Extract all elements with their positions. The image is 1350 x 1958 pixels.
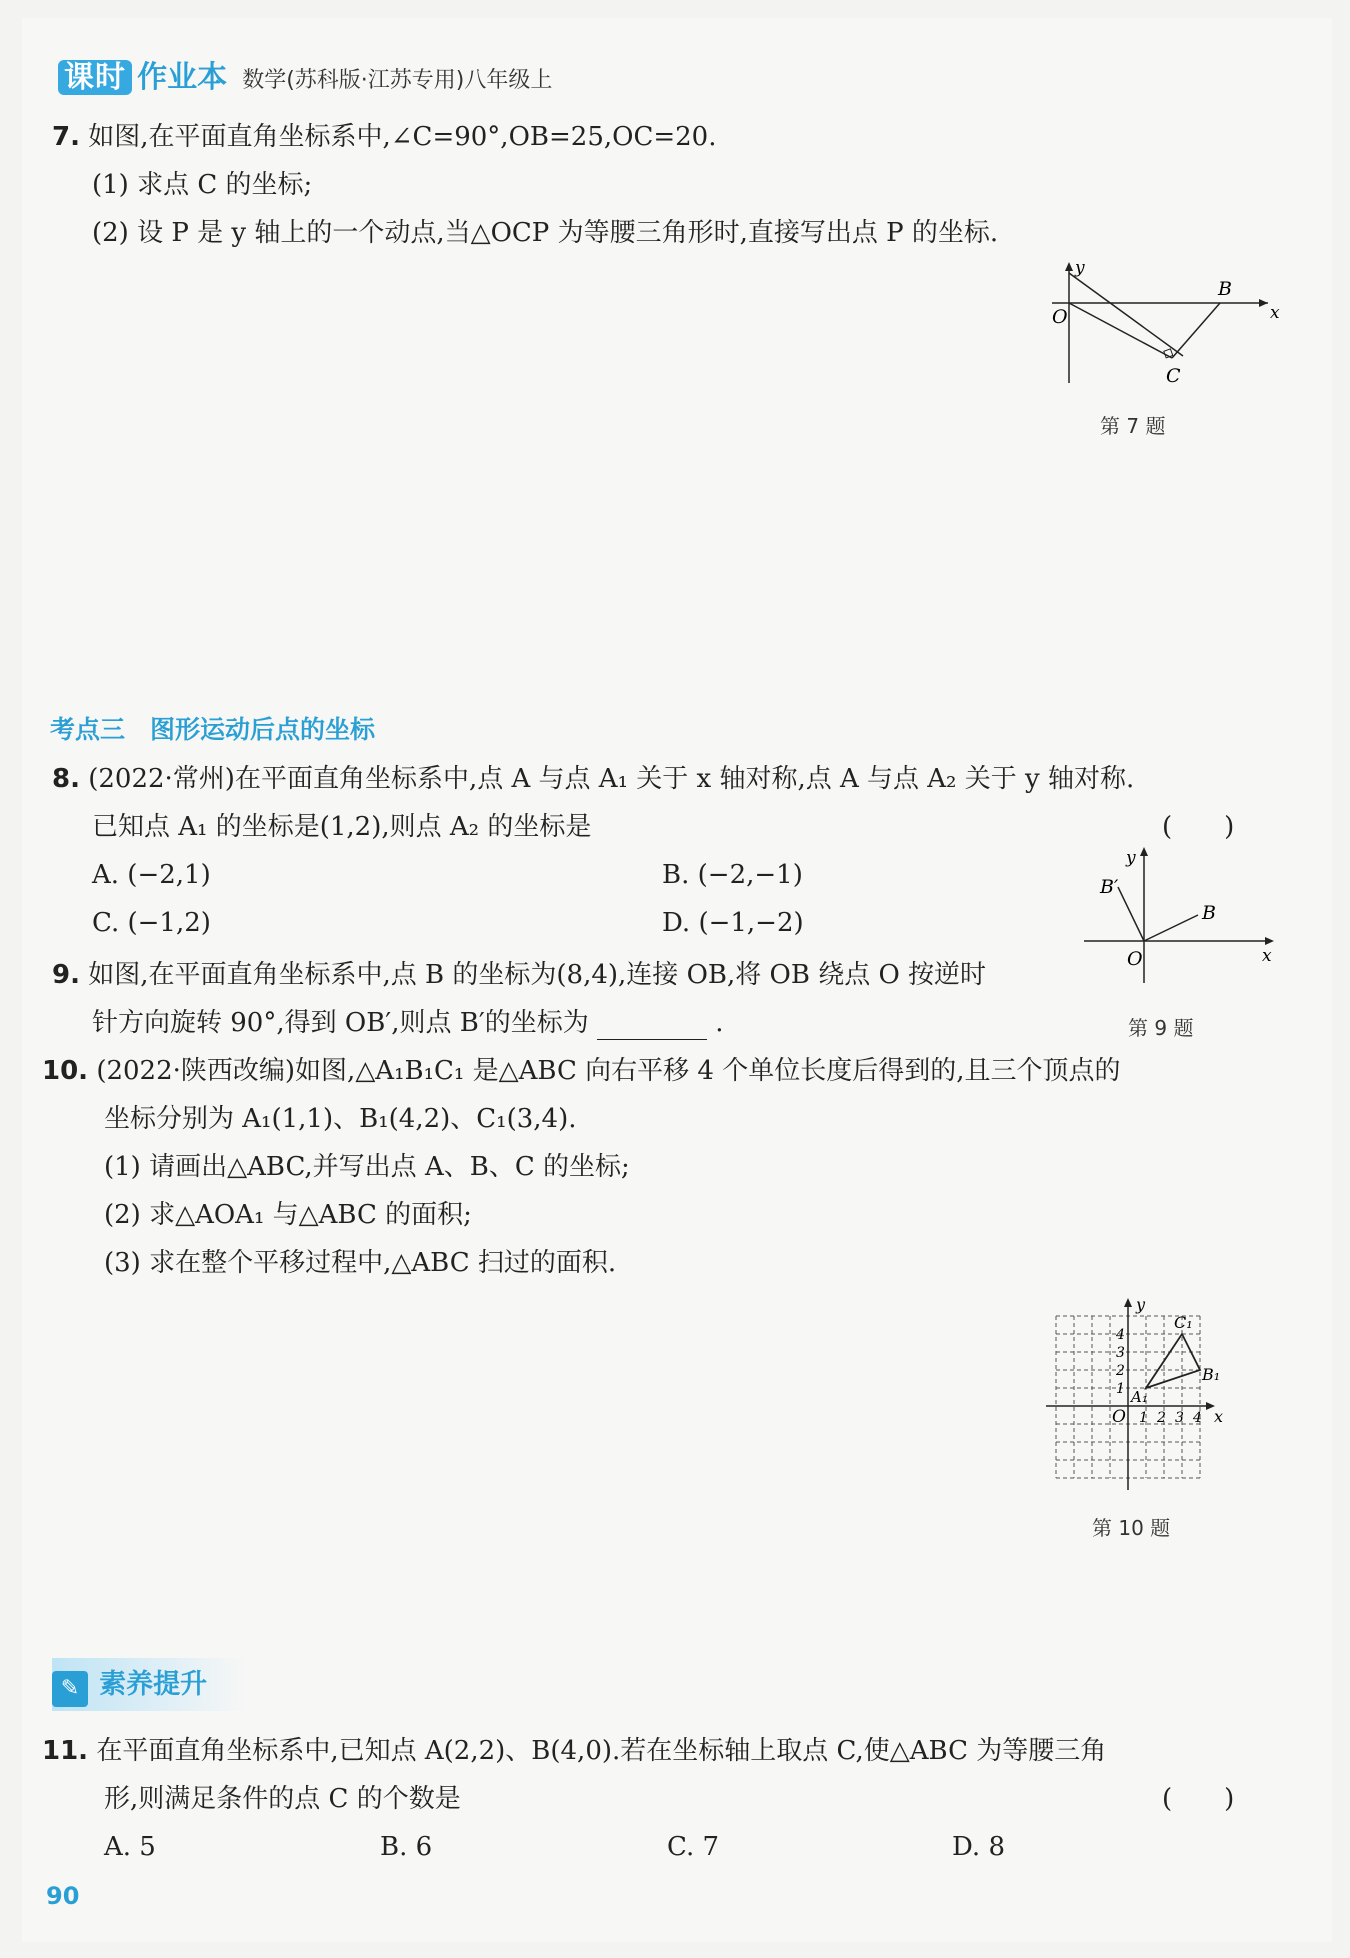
q10-part2: (2) 求△AOA₁ 与△ABC 的面积; bbox=[104, 1200, 472, 1230]
q9-label-y: y bbox=[1126, 848, 1136, 868]
q8-answer-paren: ( ) bbox=[1162, 812, 1235, 842]
q9-text2: 针方向旋转 90°,得到 OB′,则点 B′的坐标为 bbox=[92, 1008, 589, 1038]
q9-label-O: O bbox=[1127, 948, 1143, 970]
q8-option-a[interactable]: A. (−2,1) bbox=[92, 860, 211, 890]
q10-label-C1: C₁ bbox=[1174, 1313, 1193, 1332]
q10-ytick-4: 4 bbox=[1116, 1327, 1125, 1343]
page-number: 90 bbox=[46, 1882, 80, 1910]
q7-stem: 如图,在平面直角坐标系中,∠C=90°,OB=25,OC=20. bbox=[88, 122, 717, 152]
q11-text1: 在平面直角坐标系中,已知点 A(2,2)、B(4,0).若在坐标轴上取点 C,使△ABC 为等腰三角 bbox=[96, 1736, 1107, 1766]
q11-option-d[interactable]: D. 8 bbox=[952, 1832, 1005, 1862]
q7-stem-line bbox=[52, 120, 716, 154]
q10-line2: 坐标分别为 A₁(1,1)、B₁(4,2)、C₁(3,4). bbox=[104, 1104, 577, 1134]
q11-line1 bbox=[42, 1734, 1106, 1768]
q10-part1: (1) 请画出△ABC,并写出点 A、B、C 的坐标; bbox=[104, 1152, 630, 1182]
q8-option-c[interactable]: C. (−1,2) bbox=[92, 908, 211, 938]
q11-answer-paren: ( ) bbox=[1162, 1784, 1235, 1814]
page bbox=[22, 18, 1332, 1942]
q7-label-x: x bbox=[1270, 303, 1280, 323]
q9-line2 bbox=[92, 1006, 724, 1040]
q9-line1 bbox=[52, 958, 986, 992]
q9-text1: 如图,在平面直角坐标系中,点 B 的坐标为(8,4),连接 OB,将 OB 绕点 O 按逆时 bbox=[88, 960, 987, 990]
q9-label-x: x bbox=[1262, 946, 1272, 966]
q9-label-B: B bbox=[1202, 902, 1216, 924]
q10-figure bbox=[1032, 1280, 1272, 1510]
q10-ytick-2: 2 bbox=[1116, 1363, 1125, 1379]
q10-xtick-4: 4 bbox=[1193, 1410, 1202, 1426]
q9-answer-blank[interactable] bbox=[597, 1015, 707, 1040]
q10-part3: (3) 求在整个平移过程中,△ABC 扫过的面积. bbox=[104, 1248, 617, 1278]
q7-part2: (2) 设 P 是 y 轴上的一个动点,当△OCP 为等腰三角形时,直接写出点 P 的坐标. bbox=[92, 218, 999, 248]
q7-label-C: C bbox=[1166, 365, 1181, 387]
q10-text1: (2022·陕西改编)如图,△A₁B₁C₁ 是△ABC 向右平移 4 个单位长度后得到的,且三个顶点的 bbox=[96, 1056, 1121, 1086]
q11-option-a[interactable]: A. 5 bbox=[104, 1832, 156, 1862]
q10-label-x: x bbox=[1214, 1407, 1224, 1426]
q11-line2: 形,则满足条件的点 C 的个数是 bbox=[104, 1784, 461, 1814]
q8-option-d[interactable]: D. (−1,−2) bbox=[662, 908, 804, 938]
q10-label-y: y bbox=[1136, 1295, 1146, 1314]
q8-text1: (2022·常州)在平面直角坐标系中,点 A 与点 A₁ 关于 x 轴对称,点 A 与点 A₂ 关于 y 轴对称. bbox=[88, 764, 1135, 794]
q10-ytick-3: 3 bbox=[1116, 1345, 1125, 1361]
header-logo: 课时 bbox=[58, 60, 132, 95]
q7-caption: 第 7 题 bbox=[1100, 414, 1166, 438]
q10-label-B1: B₁ bbox=[1202, 1365, 1221, 1384]
suyang-title: 素养提升 bbox=[99, 1669, 208, 1700]
q9-figure bbox=[1082, 843, 1282, 993]
q10-xtick-1: 1 bbox=[1139, 1410, 1148, 1426]
q9-caption: 第 9 题 bbox=[1128, 1016, 1194, 1040]
q7-label-y: y bbox=[1075, 258, 1085, 278]
header-brand: 作业本 bbox=[137, 60, 228, 95]
pencil-icon: ✎ bbox=[52, 1671, 88, 1707]
q10-label-O: O bbox=[1112, 1407, 1126, 1427]
q10-line1 bbox=[42, 1054, 1120, 1088]
q7-label-O: O bbox=[1052, 306, 1068, 328]
q8-line1 bbox=[52, 762, 1134, 796]
q11-option-b[interactable]: B. 6 bbox=[380, 1832, 433, 1862]
q7-number: 7. bbox=[52, 122, 80, 152]
q7-part1: (1) 求点 C 的坐标; bbox=[92, 170, 313, 200]
q7-figure bbox=[1032, 258, 1282, 388]
q11-option-c[interactable]: C. 7 bbox=[667, 1832, 720, 1862]
q9-number: 9. bbox=[52, 960, 80, 990]
q8-number: 8. bbox=[52, 764, 80, 794]
header-subtitle: 数学(苏科版·江苏专用)八年级上 bbox=[242, 68, 553, 93]
q10-number: 10. bbox=[42, 1056, 89, 1086]
q10-label-A1: A₁ bbox=[1131, 1388, 1148, 1406]
q10-ytick-1: 1 bbox=[1116, 1381, 1125, 1397]
q11-number: 11. bbox=[42, 1736, 89, 1766]
section-heading: 考点三 图形运动后点的坐标 bbox=[50, 715, 376, 744]
q8-line2: 已知点 A₁ 的坐标是(1,2),则点 A₂ 的坐标是 bbox=[92, 812, 592, 842]
q10-xtick-2: 2 bbox=[1157, 1410, 1166, 1426]
q9-text2-end: . bbox=[715, 1008, 724, 1038]
header bbox=[58, 52, 552, 96]
q8-option-b[interactable]: B. (−2,−1) bbox=[662, 860, 803, 890]
q7-label-B: B bbox=[1218, 278, 1232, 300]
suyang-heading bbox=[52, 1658, 247, 1711]
q9-label-Bprime: B′ bbox=[1100, 876, 1119, 898]
q10-xtick-3: 3 bbox=[1175, 1410, 1184, 1426]
q10-caption: 第 10 题 bbox=[1092, 1516, 1171, 1540]
